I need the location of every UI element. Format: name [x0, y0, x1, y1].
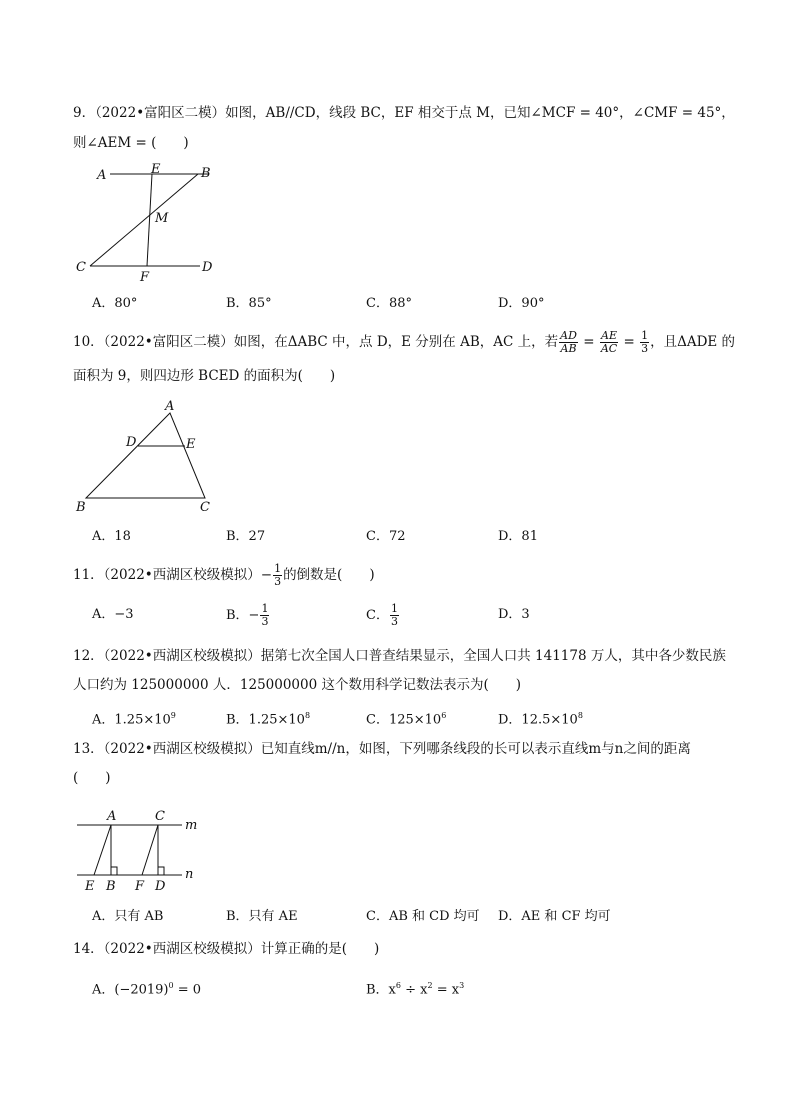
q13-label-e: E [85, 879, 95, 894]
q10-stem-text-b: ，且ΔADE 的 [650, 334, 736, 350]
q10-label-b: B [76, 500, 86, 515]
q9-segment-ef [147, 174, 152, 266]
q11-option-c[interactable]: C． $\frac{1}{3}$ [366, 602, 398, 628]
q11-option-a[interactable]: A．−3 [92, 607, 134, 622]
q13-label-c: C [155, 809, 165, 824]
q11-option-d[interactable]: D．3 [498, 607, 530, 622]
q12-option-a[interactable]: A．$1.25\times 10^9$ [92, 711, 176, 728]
q10-triangle-abc [86, 413, 205, 498]
q9-label-a: A [97, 168, 107, 183]
q14-option-b[interactable]: B．$x^6 \div x^2 = x^3$ [366, 981, 465, 998]
q13-label-b: B [106, 879, 116, 894]
q11-stem: 11．（2022•西湖区校级模拟）− $\frac{1}{3}$ 的倒数是( ) [73, 562, 375, 588]
q12-stem-line1: 12．（2022•西湖区校级模拟）据第七次全国人口普查结果显示，全国人口共 141178 万人，其中各少数民族 [73, 648, 726, 664]
q10-option-d[interactable]: D．81 [498, 529, 538, 544]
q9-label-d: D [202, 260, 213, 275]
q9-option-d[interactable]: D．90° [498, 296, 545, 311]
q11-option-b[interactable]: B．− $\frac{1}{3}$ [226, 602, 269, 628]
q9-label-m: M [155, 211, 169, 226]
q9-label-c: C [76, 260, 86, 275]
q10-option-c[interactable]: C．72 [366, 529, 406, 544]
q13-figure [0, 805, 790, 905]
q12-stem-line2: 人口约为 125000000 人．125000000 这个数用科学记数法表示为( ) [73, 677, 522, 693]
q13-stem-line2: ( ) [73, 770, 111, 786]
q9-option-c[interactable]: C．88° [366, 296, 412, 311]
q10-option-a[interactable]: A．18 [92, 529, 131, 544]
q9-label-f: F [140, 270, 150, 285]
q13-stem-line1: 13．（2022•西湖区校级模拟）已知直线m//n，如图，下列哪条线段的长可以表示直线m与n之间的距离 [73, 741, 691, 757]
q13-label-n: n [185, 867, 194, 882]
q13-option-b[interactable]: B．只有 AE [226, 909, 298, 924]
q10-figure [0, 395, 790, 525]
q10-fraction-ad-ab: $\frac{AD}{AB}$ [560, 329, 577, 355]
q10-fraction-ae-ac: $\frac{AE}{AC}$ [600, 329, 618, 355]
q13-right-angle-b [111, 867, 117, 875]
q13-segment-ae [94, 825, 111, 875]
q10-stem-line1: 10．（2022•富阳区二模）如图，在ΔABC 中，点 D，E 分别在 AB，AC 上，若 $\frac{AD}{AB}$ = $\frac{AE}{AC}$ = $\frac{1}{3}$ ，且ΔADE 的 [73, 329, 736, 355]
q10-label-d: D [126, 435, 137, 450]
q13-right-angle-d [158, 867, 164, 875]
q13-option-c[interactable]: C．AB 和 CD 均可 [366, 909, 480, 924]
q10-fraction-one-third: $\frac{1}{3}$ [641, 329, 649, 355]
q9-stem-line1: 9．（2022•富阳区二模）如图，AB//CD，线段 BC，EF 相交于点 M，已知∠MCF = 40°，∠CMF = 45°， [73, 105, 735, 121]
q13-option-d[interactable]: D．AE 和 CF 均可 [498, 909, 611, 924]
q13-label-d: D [155, 879, 166, 894]
q9-option-a[interactable]: A．80° [92, 296, 138, 311]
q10-stem-text-a: 10．（2022•富阳区二模）如图，在ΔABC 中，点 D，E 分别在 AB，AC 上，若 [73, 334, 559, 350]
q12-option-b[interactable]: B．$1.25\times 10^8$ [226, 711, 311, 728]
q9-label-e: E [151, 162, 161, 177]
q13-segment-cf [142, 825, 158, 875]
q13-label-f: F [135, 879, 145, 894]
q12-option-c[interactable]: C．$125\times 10^6$ [366, 711, 447, 728]
q10-label-c: C [200, 500, 210, 515]
q10-option-b[interactable]: B．27 [226, 529, 266, 544]
q13-label-m: m [185, 818, 198, 833]
q10-label-e: E [186, 437, 196, 452]
q9-segment-bc [90, 174, 198, 266]
q12-option-d[interactable]: D．$12.5\times 10^8$ [498, 711, 583, 728]
q14-option-a[interactable]: A．$(-2019)^0 = 0$ [92, 981, 202, 998]
q9-option-b[interactable]: B．85° [226, 296, 272, 311]
q11-fraction-one-third: $\frac{1}{3}$ [274, 562, 282, 588]
q9-stem-line2: 则∠AEM = ( ) [73, 135, 189, 151]
q14-stem: 14．（2022•西湖区校级模拟）计算正确的是( ) [73, 941, 380, 957]
q9-label-b: B [201, 166, 211, 181]
q13-label-a: A [107, 809, 117, 824]
q13-option-a[interactable]: A．只有 AB [92, 909, 164, 924]
q10-label-a: A [165, 399, 175, 414]
q10-stem-line2: 面积为 9，则四边形 BCED 的面积为( ) [73, 368, 336, 384]
